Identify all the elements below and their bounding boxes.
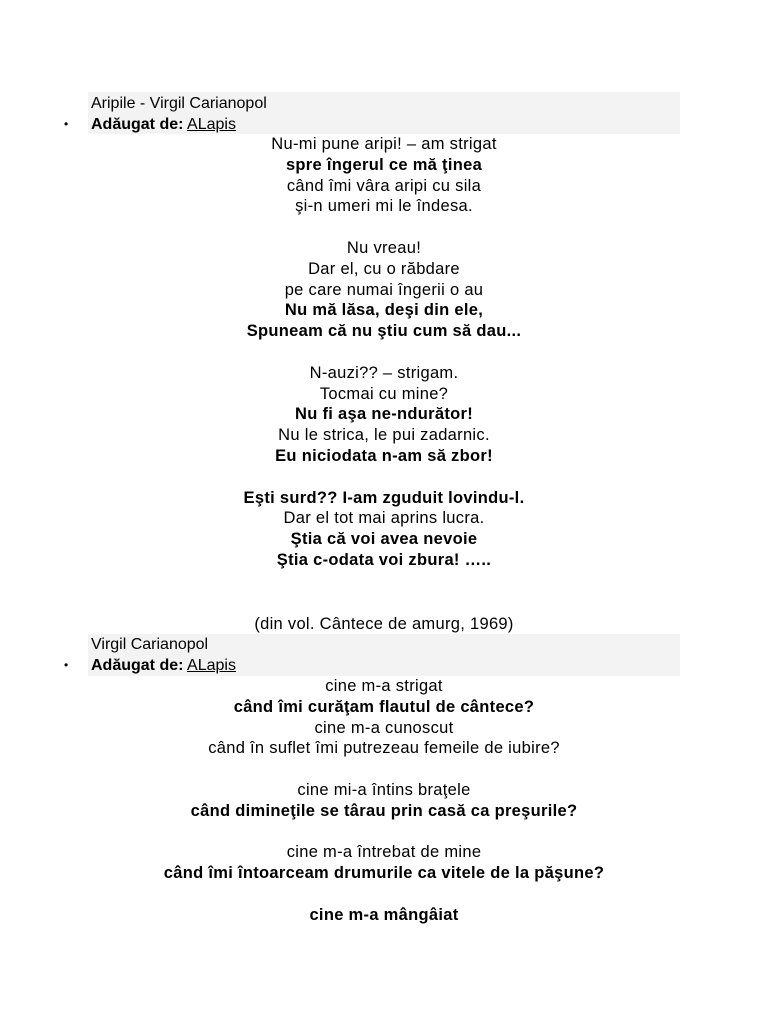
poem-line: Dar el, cu o răbdare [308,259,460,278]
author-link[interactable]: ALapis [187,116,236,133]
poem-line: Tocmai cu mine? [319,384,449,403]
bullet-icon: • [64,658,69,672]
poem-line: când în suflet îmi putrezeau femeile de iubire? [208,739,560,758]
poem-line: Ştia c-odata voi zbura! ….. [276,550,492,569]
poem-line: cine mi-a întins braţele [297,780,471,799]
poem-line [0,467,768,488]
source-note: (din vol. Cântece de amurg, 1969) [254,615,514,633]
poem-line: Nu mă lăsa, deşi din ele, [284,301,484,320]
poem-line [0,342,768,363]
poem-line: Nu fi aşa ne-ndurător! [294,405,474,424]
poem-line [0,822,768,843]
poem-line: cine m-a cunoscut [314,718,454,737]
poem-line: Eu niciodata n-am să zbor! [275,446,493,465]
poem-line: când îmi vâra aripi cu sila [286,176,482,195]
poem-line: cine m-a strigat [325,677,443,695]
added-by-label: Adăugat de: [91,657,184,674]
poem-line: când dimineţile se târau prin casă ca preşurile? [190,801,578,820]
poem-line: spre îngerul ce mă ţinea [285,155,483,174]
added-by-label: Adăugat de: [91,116,184,133]
poem-line: Nu vreau! [346,238,422,257]
poem-line: Spuneam că nu ştiu cum să dau... [246,322,522,341]
poem-line: şi-n umeri mi le îndesa. [295,197,473,216]
poem-line: Ştia că voi avea nevoie [290,530,478,549]
poem-body [0,676,768,926]
poem-line [0,759,768,780]
author-link[interactable]: ALapis [187,657,236,674]
poem-line: cine m-a întrebat de mine [286,843,482,862]
poem-line: Nu le strica, le pui zadarnic. [278,426,490,445]
poem-line [0,884,768,905]
added-by-row [64,114,236,135]
poem-line: N-auzi?? – strigam. [309,363,459,382]
poem-line: Dar el tot mai aprins lucra. [283,509,485,528]
poem-line: pe care numai îngerii o au [284,280,484,299]
poem-line: când îmi întoarceam drumurile ca vitele de la păşune? [163,864,605,883]
poem-title: Aripile - Virgil Carianopol [91,95,267,112]
poem-line: Nu-mi pune aripi! – am strigat [271,135,497,153]
poem-line: când îmi curăţam flautul de cântece? [233,697,535,716]
poem-line: Eşti surd?? I-am zguduit lovindu-l. [243,488,525,507]
poem-body [0,134,768,571]
poem-line: cine m-a mângâiat [309,905,459,924]
added-by-row [64,655,236,676]
bullet-icon: • [64,117,69,131]
poem-title: Virgil Carianopol [91,636,209,653]
poem-line [0,217,768,238]
